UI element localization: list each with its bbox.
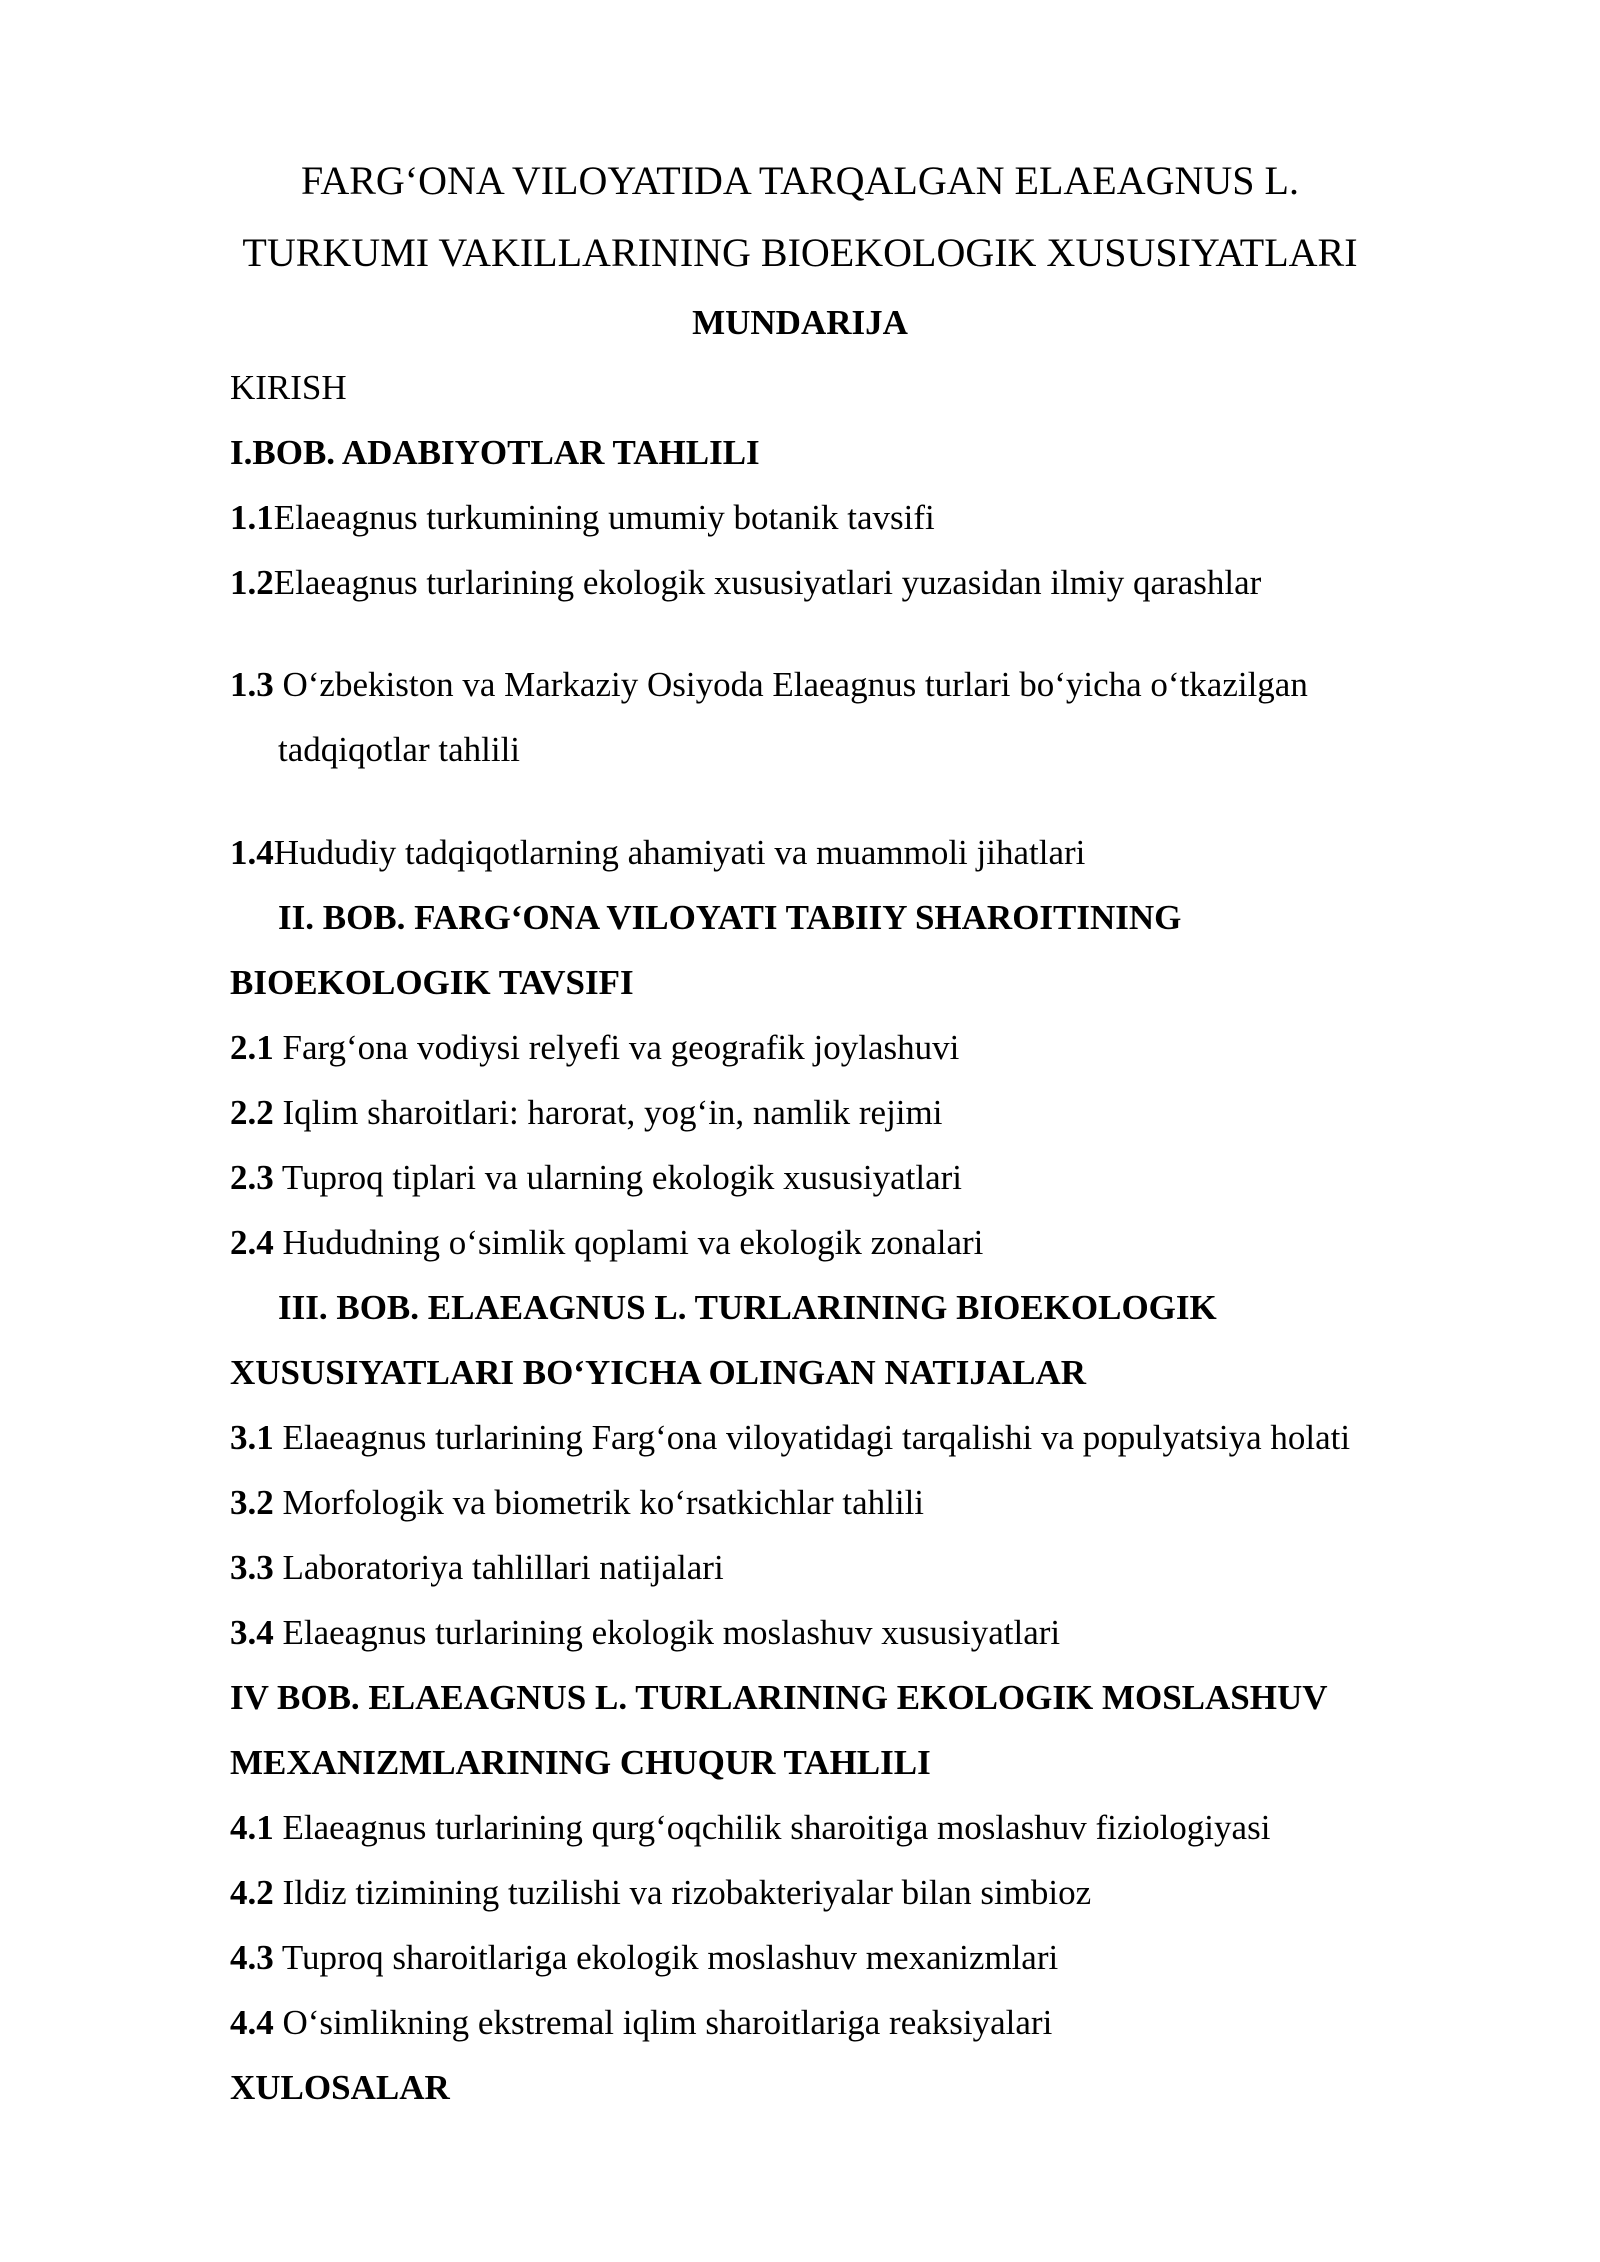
toc-chapter-4-heading-line-2: MEXANIZMLARINING CHUQUR TAHLILI (230, 1743, 931, 1782)
toc-item-text: Elaeagnus turlarining ekologik moslashuv xususiyatlari (273, 1613, 1061, 1652)
toc-item-text: O‘zbekiston va Markaziy Osiyoda Elaeagnus turlari bo‘yicha o‘tkazilgan (273, 665, 1308, 704)
toc-item-text: Hududning o‘simlik qoplami va ekologik zonalari (273, 1223, 984, 1262)
toc-item-text: Elaeagnus turkumining umumiy botanik tavsifi (273, 498, 935, 537)
toc-item-number: 1.1 (230, 498, 274, 537)
toc-item-3-2 (230, 1483, 924, 1523)
document-title-line-2: TURKUMI VAKILLARINING BIOEKOLOGIK XUSUSIYATLARI (242, 230, 1358, 275)
toc-item-number: 4.1 (230, 1808, 274, 1847)
toc-item-text: O‘simlikning ekstremal iqlim sharoitlariga reaksiyalari (273, 2003, 1053, 2042)
document-title-line-1: FARG‘ONA VILOYATIDA TARQALGAN ELAEAGNUS L. (301, 158, 1299, 203)
toc-item-2-1 (230, 1028, 959, 1068)
toc-item-number: 2.2 (230, 1093, 274, 1132)
toc-item-number: 3.4 (230, 1613, 274, 1652)
toc-item-text: Morfologik va biometrik ko‘rsatkichlar tahlili (273, 1483, 925, 1522)
toc-chapter-3-heading-line-1: III. BOB. ELAEAGNUS L. TURLARINING BIOEKOLOGIK (278, 1288, 1217, 1327)
toc-item-1-3-continuation: tadqiqotlar tahlili (278, 730, 521, 769)
toc-conclusion: XULOSALAR (230, 2068, 450, 2107)
toc-item-3-4 (230, 1613, 1060, 1653)
toc-item-4-4 (230, 2003, 1052, 2043)
toc-item-number: 1.2 (230, 563, 274, 602)
toc-item-number: 3.1 (230, 1418, 274, 1457)
toc-item-number: 4.3 (230, 1938, 274, 1977)
toc-item-2-2 (230, 1093, 942, 1133)
toc-item-1-3 (230, 665, 1308, 705)
toc-item-number: 4.4 (230, 2003, 274, 2042)
toc-item-number: 3.2 (230, 1483, 274, 1522)
toc-item-text: Farg‘ona vodiysi relyefi va geografik joylashuvi (273, 1028, 960, 1067)
toc-item-text: Tuproq sharoitlariga ekologik moslashuv mexanizmlari (273, 1938, 1059, 1977)
toc-item-text: Ildiz tizimining tuzilishi va rizobakteriyalar bilan simbioz (273, 1873, 1092, 1912)
toc-item-text: Hududiy tadqiqotlarning ahamiyati va muammoli jihatlari (273, 833, 1086, 872)
toc-item-2-3 (230, 1158, 962, 1198)
toc-item-text: Elaeagnus turlarining Farg‘ona viloyatidagi tarqalishi va populyatsiya holati (273, 1418, 1351, 1457)
toc-item-4-3 (230, 1938, 1058, 1978)
toc-item-number: 4.2 (230, 1873, 274, 1912)
toc-item-number: 1.4 (230, 833, 274, 872)
toc-item-4-2 (230, 1873, 1091, 1913)
contents-heading: MUNDARIJA (692, 303, 908, 342)
toc-chapter-4-heading-line-1: IV BOB. ELAEAGNUS L. TURLARINING EKOLOGIK MOSLASHUV (230, 1678, 1328, 1717)
toc-item-text: Laboratoriya tahlillari natijalari (273, 1548, 724, 1587)
toc-item-1-4 (230, 833, 1085, 873)
toc-item-2-4 (230, 1223, 983, 1263)
toc-item-text: Elaeagnus turlarining qurg‘oqchilik sharoitiga moslashuv fiziologiyasi (273, 1808, 1271, 1847)
toc-item-number: 2.3 (230, 1158, 274, 1197)
toc-item-number: 2.1 (230, 1028, 274, 1067)
toc-item-1-2 (230, 563, 1261, 603)
toc-item-number: 3.3 (230, 1548, 274, 1587)
toc-chapter-3-heading-line-2: XUSUSIYATLARI BO‘YICHA OLINGAN NATIJALAR (230, 1353, 1087, 1392)
toc-item-4-1 (230, 1808, 1270, 1848)
toc-item-number: 1.3 (230, 665, 274, 704)
toc-item-3-1 (230, 1418, 1350, 1458)
toc-item-3-3 (230, 1548, 724, 1588)
toc-chapter-2-heading-line-2: BIOEKOLOGIK TAVSIFI (230, 963, 634, 1002)
toc-item-text: Elaeagnus turlarining ekologik xususiyatlari yuzasidan ilmiy qarashlar (273, 563, 1262, 602)
toc-item-text: Tuproq tiplari va ularning ekologik xususiyatlari (273, 1158, 963, 1197)
toc-chapter-1-heading: I.BOB. ADABIYOTLAR TAHLILI (230, 433, 760, 472)
toc-chapter-2-heading-line-1: II. BOB. FARG‘ONA VILOYATI TABIIY SHAROITINING (278, 898, 1182, 937)
toc-item-text: Iqlim sharoitlari: harorat, yog‘in, namlik rejimi (273, 1093, 943, 1132)
toc-item-number: 2.4 (230, 1223, 274, 1262)
toc-intro: KIRISH (230, 368, 347, 407)
toc-item-1-1 (230, 498, 935, 538)
